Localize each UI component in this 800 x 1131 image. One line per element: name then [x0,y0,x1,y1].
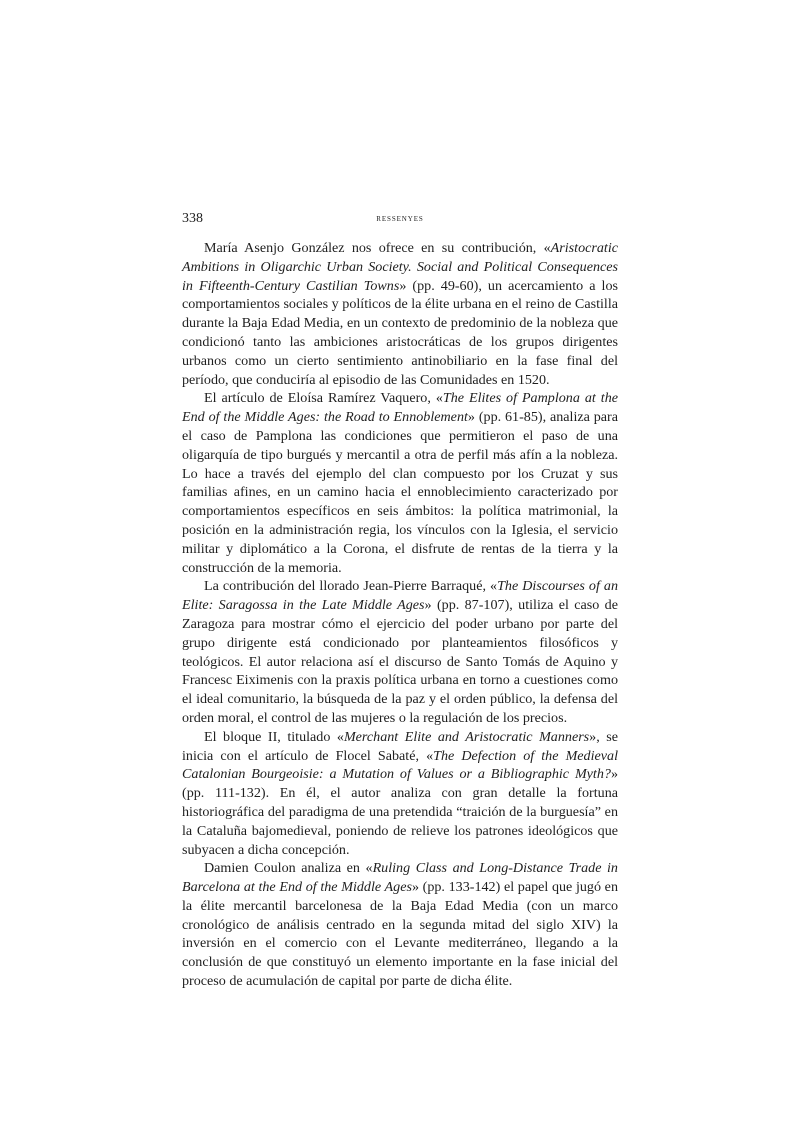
italic-title: The Defection of the Medieval Catalonian Bourgeoisie: a Mutation of Values or a Bibliographic Myth? [182,747,618,783]
paragraph [182,239,618,389]
page-number: 338 [182,211,203,226]
text-run: » (pp. 61-85), analiza para el caso de Pamplona las condiciones que permitieron el paso de una oligarquía de tipo burgués y mercantil a otra de perfil más afín a la nobleza. Lo hace a través del ejemplo del clan compuesto por los Cruzat y sus familias afines, en un camino hacia el ennoblecimiento caracterizado por comportamientos específicos en seis ámbitos: la política matrimonial, la posición en la administración regia, los vínculos con la Iglesia, el servicio militar y diplomático a la Corona, el disfrute de rentas de la tierra y la construcción de la memoria. [182,409,618,576]
italic-title: The Discourses of an Elite: Saragossa in the Late Middle Ages [182,578,619,614]
text-run: » (pp. 133-142) el papel que jugó en la élite mercantil barcelonesa de la Baja Edad Media (con un marco cronológico de análisis centrado en la segunda mitad del siglo XIV) la inversión en el comercio con el Levante mediterráneo, llegando a la conclusión de que constituyó un elemento importante en la fase inicial del proceso de acumulación de capital por parte de dicha élite. [182,879,618,990]
text-run: El artículo de Eloísa Ramírez Vaquero, « [204,390,443,407]
page-header [182,211,618,233]
text-run: » (pp. 87-107), utiliza el caso de Zaragoza para mostrar cómo el ejercicio del poder urbano por parte del grupo dirigente está condicionado por planteamientos filosóficos y teológicos. El autor relaciona así el discurso de Santo Tomás de Aquino y Francesc Eiximenis con la praxis política urbana en torno a cuestiones como el ideal comunitario, la búsqueda de la paz y el orden público, la defensa del orden moral, el control de las mujeres o la regulación de los precios. [182,597,618,726]
text-run: María Asenjo González nos ofrece en su contribución, « [204,240,551,256]
italic-title: Ruling Class and Long-Distance Trade in Barcelona at the End of the Middle Ages [182,860,618,896]
text-run: », se inicia con el artículo de Flocel Sabaté, « [182,728,618,764]
text-run: El bloque II, titulado « [204,728,344,745]
text-run: La contribución del llorado Jean-Pierre Barraqué, « [204,578,498,595]
paragraph [182,577,618,727]
italic-title: The Elites of Pamplona at the End of the Middle Ages: the Road to Ennoblement [182,390,618,426]
text-run: » (pp. 111-132). En él, el autor analiza con gran detalle la fortuna historiográfica del paradigma de una pretendida “traición de la burguesía” en la Cataluña bajomedieval, poniendo de relieve los patrones ideológicos que subyacen a dicha concepción. [182,766,618,858]
text-run: » (pp. 49-60), un acercamiento a los comportamientos sociales y políticos de la élite urbana en el reino de Castilla durante la Baja Edad Media, en un contexto de predominio de la nobleza que condicionó tanto las ambiciones aristocráticas de los grupos dirigentes urbanos como un cierto sentimiento antinobiliario en la fase final del período, que conduciría al episodio de las Comunidades en 1520. [182,277,618,388]
italic-title: Aristocratic Ambitions in Oligarchic Urban Society. Social and Political Consequences in Fifteenth-Century Castilian Towns [182,240,618,294]
paragraph [182,728,618,860]
italic-title: Merchant Elite and Aristocratic Manners [343,728,590,745]
running-head: ressenyes [376,214,424,224]
paragraph [182,859,618,991]
paragraph [182,389,618,577]
text-run: Damien Coulon analiza en « [204,860,373,877]
body-text [182,239,618,991]
